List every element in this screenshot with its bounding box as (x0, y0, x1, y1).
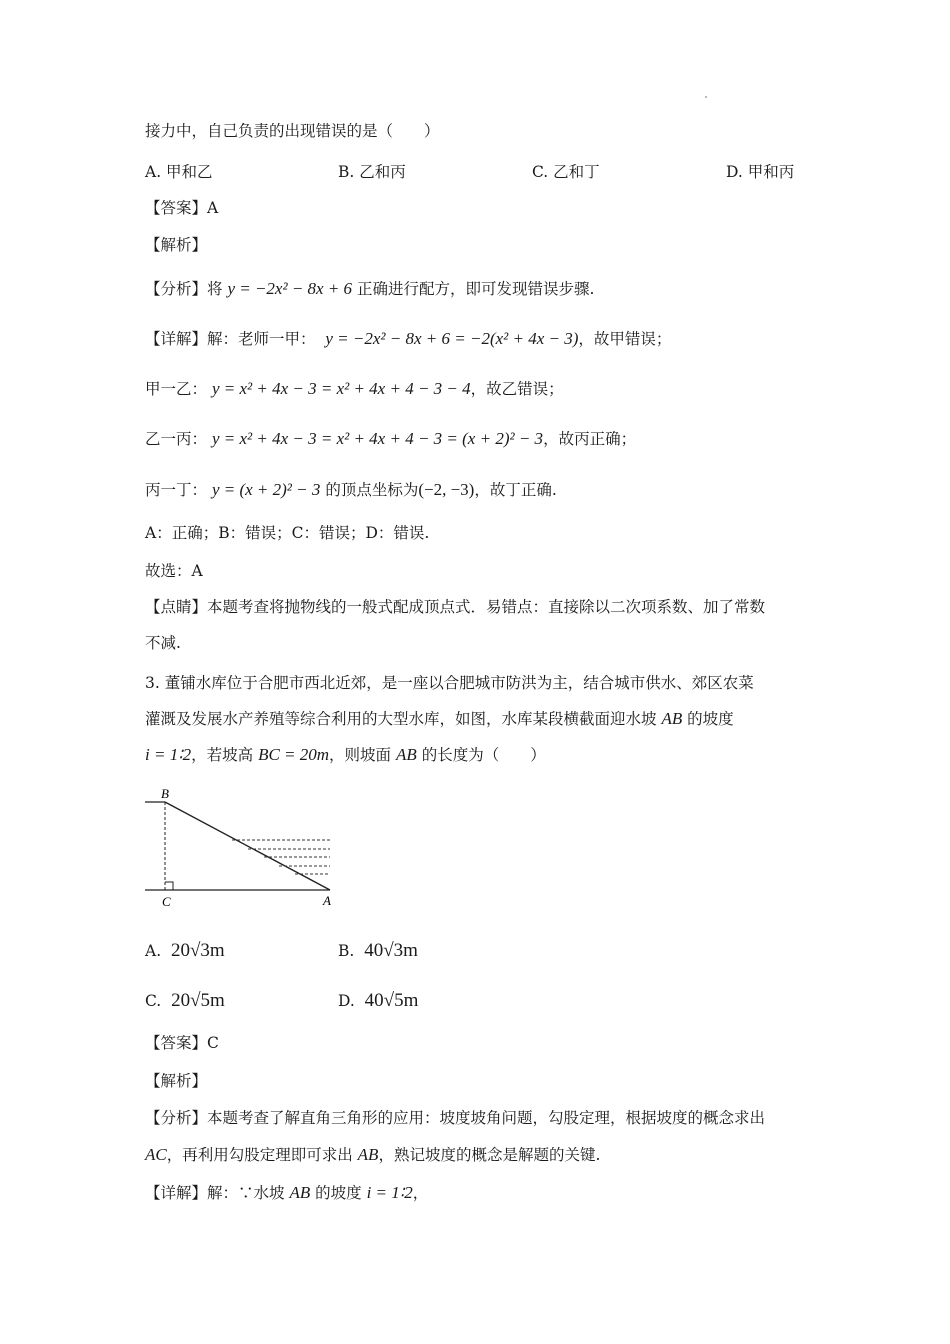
q2-stem-end: 接力中，自己负责的出现错误的是（ ） (145, 122, 440, 140)
step4-label: 丙一丁： (145, 481, 208, 499)
q3-stem-line3 (145, 744, 546, 766)
step2-tail: ，故乙错误； (470, 380, 564, 398)
step3-tail: ，故丙正确； (543, 430, 637, 448)
fenxi2-text-a: ，再利用勾股定理即可求出 (166, 1146, 358, 1164)
label-c: C (162, 894, 171, 909)
q3-option-c (145, 990, 225, 1012)
option-d-value: 40√5m (364, 990, 419, 1011)
fenxi-equation: y = −2x² − 8x + 6 (227, 279, 353, 298)
q2-step-yi-bing (145, 428, 636, 450)
fenxi2-ac: AC (145, 1145, 167, 1164)
q3-stem-line1: 3. 董铺水库位于合肥市西北近郊，是一座以合肥城市防洪为主，结合城市供水、郊区农菜 (145, 674, 754, 692)
step2-equation: y = x² + 4x − 3 = x² + 4x + 4 − 3 − 4 (211, 379, 471, 398)
q3-xiangjie (145, 1182, 428, 1204)
scan-dot (705, 96, 707, 98)
q2-option-a: A. 甲和乙 (145, 163, 213, 181)
vertex-coordinates: (−2, −3) (418, 480, 475, 499)
xiangjie3-text-b: 的坡度 (310, 1184, 367, 1202)
q3-answer: 【答案】C (145, 1034, 219, 1052)
right-angle-mark (165, 882, 173, 890)
fenxi-label: 【分析】将 (145, 280, 228, 298)
q2-dianjing-line1: 【点睛】本题考查将抛物线的一般式配成顶点式．易错点：直接除以二次项系数、加了常数 (145, 598, 766, 616)
q3-option-d (338, 990, 418, 1012)
stem3-slope: i = 1∶2 (145, 745, 192, 764)
label-a: A (323, 893, 331, 908)
q2-analysis-heading: 【解析】 (145, 236, 208, 254)
label-b: B (161, 786, 169, 801)
option-a-label: A. (145, 942, 162, 960)
slope-ab (165, 802, 330, 890)
option-a-value: 20√3m (170, 940, 225, 961)
q2-option-d: D. 甲和丙 (726, 163, 795, 181)
step2-label: 甲一乙： (145, 380, 208, 398)
step4-mid: 的顶点坐标为 (320, 481, 419, 499)
option-b-value: 40√3m (364, 940, 418, 961)
slope-figure (140, 780, 360, 910)
stem3-text-c: 的长度为（ ） (416, 746, 546, 764)
xiangjie3-ab: AB (289, 1183, 311, 1202)
q2-choose: 故选：A (145, 562, 203, 580)
stem3-height: BC = 20m (258, 745, 330, 764)
xiangjie-tail: ，故甲错误； (578, 330, 672, 348)
xiangjie3-text-a: 【详解】解：∵水坡 (145, 1184, 290, 1202)
q2-answer: 【答案】A (145, 199, 219, 217)
q2-step-bing-ding (145, 479, 557, 501)
q2-option-c: C. 乙和丁 (532, 163, 600, 181)
q3-fenxi-line1: 【分析】本题考查了解直角三角形的应用：坡度坡角问题，勾股定理，根据坡度的概念求出 (145, 1109, 766, 1127)
q2-xiangjie (145, 328, 671, 350)
step4-equation: y = (x + 2)² − 3 (211, 480, 321, 499)
option-c-label: C. (145, 992, 162, 1010)
stem2-text: 灌溉及发展水产养殖等综合利用的大型水库，如图，水库某段横截面迎水坡 (145, 710, 662, 728)
q2-step-jia-yi (145, 378, 564, 400)
q2-judgement: A：正确；B：错误；C：错误；D：错误. (145, 524, 430, 542)
q3-option-b (338, 940, 418, 962)
q3-fenxi-line2 (145, 1144, 600, 1166)
fenxi2-ab: AB (357, 1145, 379, 1164)
q3-stem-line2 (145, 708, 734, 730)
xiangjie3-slope: i = 1∶2 (366, 1183, 413, 1202)
stem3-ab: AB (395, 745, 417, 764)
step4-tail: ，故丁正确. (474, 481, 557, 499)
xiangjie-label: 【详解】解：老师一甲： (145, 330, 316, 348)
stem3-text-a: ，若坡高 (191, 746, 259, 764)
fenxi2-text-b: ，熟记坡度的概念是解题的关键. (378, 1146, 601, 1164)
q2-fenxi (145, 278, 594, 300)
q2-option-b: B. 乙和丙 (338, 163, 406, 181)
q3-analysis-heading: 【解析】 (145, 1072, 208, 1090)
fenxi-tail: 正确进行配方，即可发现错误步骤. (352, 280, 595, 298)
q3-option-a (145, 940, 225, 962)
q2-dianjing-line2: 不减. (145, 634, 181, 652)
stem2-ab: AB (661, 709, 683, 728)
option-c-value: 20√5m (171, 990, 225, 1011)
xiangjie-equation: y = −2x² − 8x + 6 = −2(x² + 4x − 3) (325, 329, 579, 348)
xiangjie3-text-c: ， (412, 1184, 429, 1202)
option-d-label: D. (338, 992, 355, 1010)
step3-equation: y = x² + 4x − 3 = x² + 4x + 4 − 3 = (x + 2)² − 3 (211, 429, 544, 448)
stem2-tail: 的坡度 (682, 710, 734, 728)
stem3-text-b: ，则坡面 (329, 746, 396, 764)
step3-label: 乙一丙： (145, 430, 208, 448)
option-b-label: B. (338, 942, 355, 960)
